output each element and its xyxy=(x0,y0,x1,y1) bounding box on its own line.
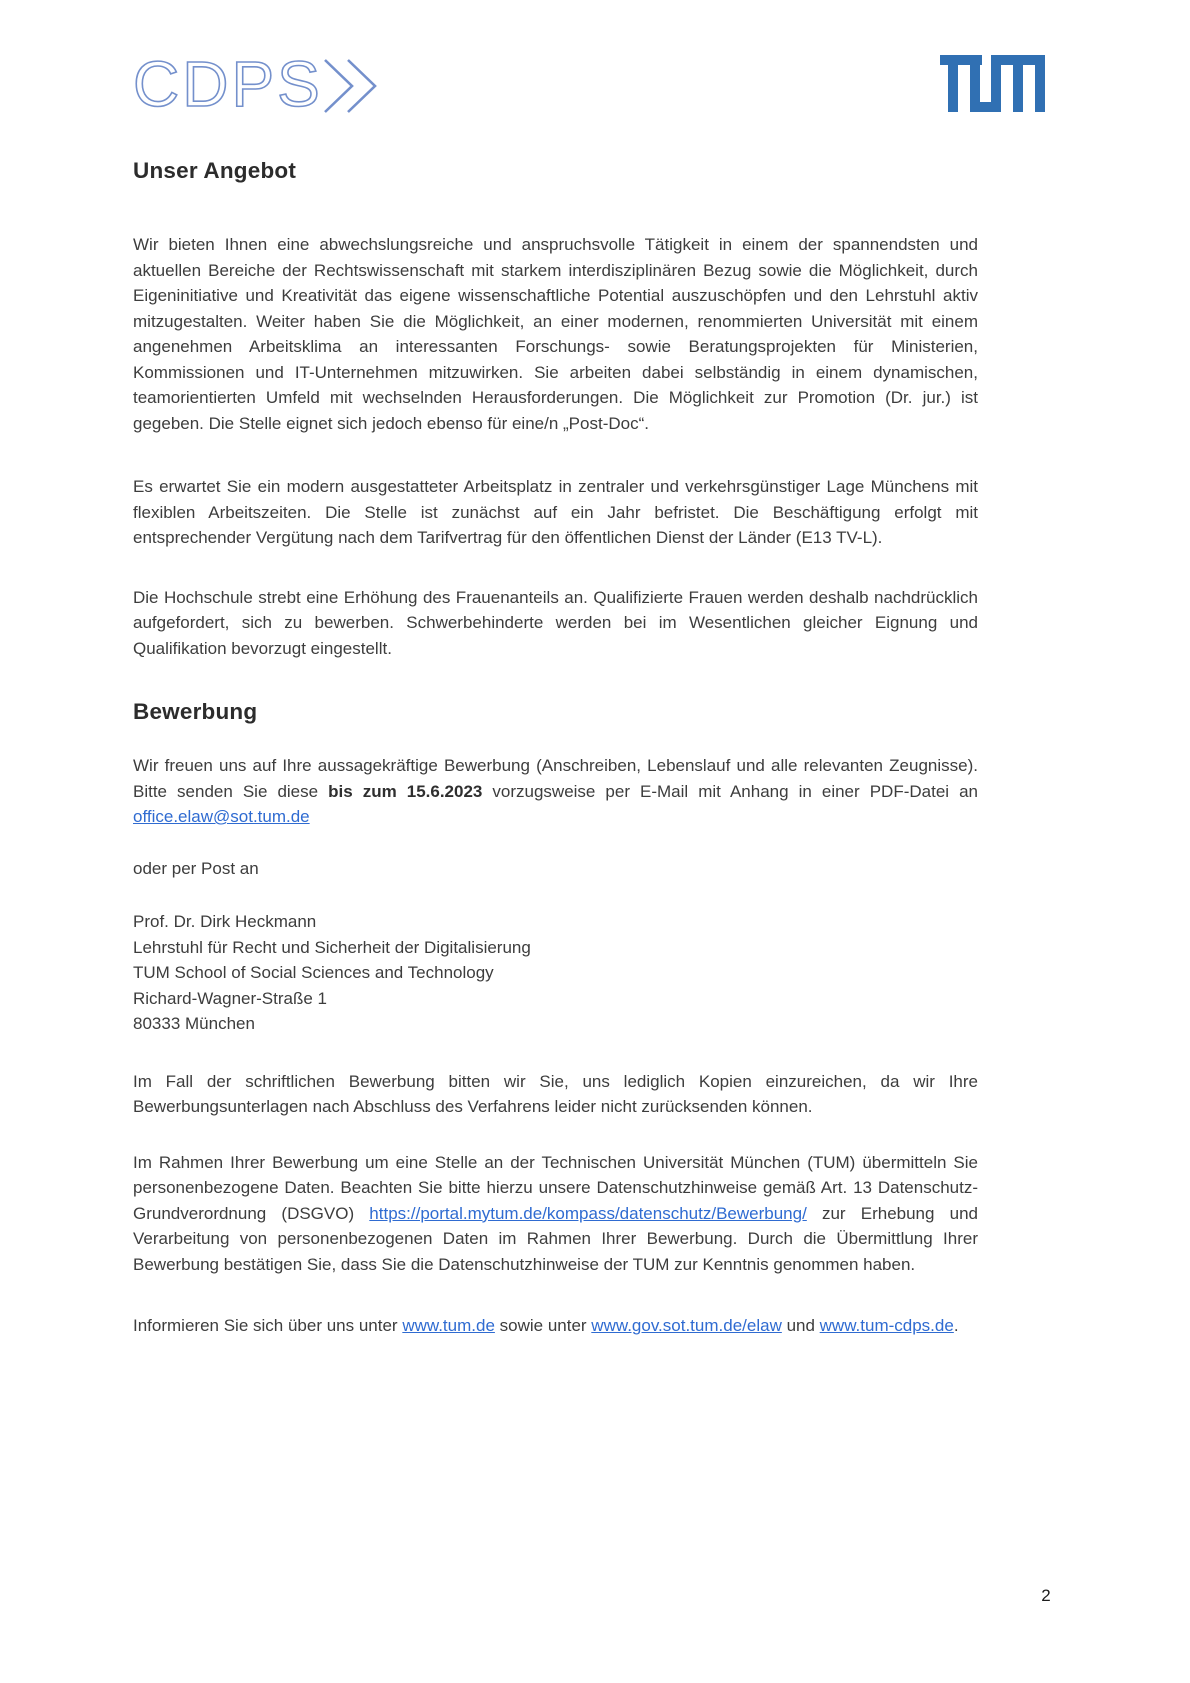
section-heading-application: Bewerbung xyxy=(133,699,258,724)
address-street: Richard-Wagner-Straße 1 xyxy=(133,988,327,1008)
offer-paragraph-1: Wir bieten Ihnen eine abwechslungsreiche und anspruchsvolle Tätigkeit in einem der spannendsten und aktuellen Bereiche der Rechtswissenschaft mit starkem interdisziplinären Bezug sowie die Möglichkeit, durch Eigeninitiative und Kreativität das eigene wissenschaftliche Potential auszuschöpfen und den Lehrstuhl aktiv mitzugestalten. Weiter haben Sie die Möglichkeit, an einer modernen, renommierten Universität mit einem angenehmen Arbeitsklima an interessanten Forschungs- sowie Beratungsprojekten für Ministerien, Kommissionen und IT-Unternehmen mitzuwirken. Sie arbeiten dabei selbständig in einem dynamischen, teamorientierten Umfeld mit wechselnden Herausforderungen. Die Möglichkeit zur Promotion (Dr. jur.) ist gegeben. Die Stelle eignet sich jedoch ebenso für eine/n „Post-Doc“. xyxy=(133,235,978,433)
address-name: Prof. Dr. Dirk Heckmann xyxy=(133,912,317,931)
application-text-mid: vorzugsweise per E-Mail mit Anhang in einer PDF-Datei an xyxy=(482,781,978,801)
address-school: TUM School of Social Sciences and Technology xyxy=(133,963,494,982)
privacy-text-pre: Im Rahmen Ihrer Bewerbung um eine Stelle an der Technischen Universität München (TUM) übermitteln Sie personenbezogene Daten. Beachten Sie bitte hierzu unsere Datenschutzhinweise gemäß Art. 13 Datenschutz-Grundverordnung (DSGVO) xyxy=(133,1152,978,1223)
info-text-end: . xyxy=(953,1316,959,1335)
email-link[interactable]: office.elaw@sot.tum.de xyxy=(133,807,310,826)
privacy-link[interactable]: https://portal.mytum.de/kompass/datenschutz/Bewerbung/ xyxy=(369,1203,807,1223)
page-number: 2 xyxy=(1041,1586,1051,1605)
section-heading-offer: Unser Angebot xyxy=(133,158,297,183)
elaw-website-link[interactable]: www.gov.sot.tum.de/elaw xyxy=(591,1316,782,1335)
address-city: 80333 München xyxy=(133,1014,255,1033)
tum-website-link[interactable]: www.tum.de xyxy=(402,1316,495,1335)
cdps-logo-text: CDPS xyxy=(133,48,323,118)
info-text-pre: Informieren Sie sich über uns unter xyxy=(133,1316,403,1335)
cdps-website-link[interactable]: www.tum-cdps.de xyxy=(819,1316,954,1335)
offer-paragraph-3: Die Hochschule strebt eine Erhöhung des Frauenanteils an. Qualifizierte Frauen werden deshalb nachdrücklich aufgefordert, sich zu bewerben. Schwerbehinderte werden bei im Wesentlichen gleicher Eignung und Qualifikation bevorzugt eingestellt. xyxy=(133,587,978,658)
address-chair: Lehrstuhl für Recht und Sicherheit der Digitalisierung xyxy=(133,937,531,957)
application-paragraph xyxy=(133,753,978,830)
info-text-mid1: sowie unter xyxy=(494,1316,592,1335)
offer-paragraph-2: Es erwartet Sie ein modern ausgestatteter Arbeitsplatz in zentraler und verkehrsgünstiger Lage Münchens mit flexiblen Arbeitszeiten. Die Stelle ist zunächst auf ein Jahr befristet. Die Beschäftigung erfolgt mit entsprechender Vergütung nach dem Tarifvertrag für den öffentlichen Dienst der Länder (E13 TV-L). xyxy=(133,477,978,547)
post-option-line: oder per Post an xyxy=(133,858,259,878)
info-text-mid2: und xyxy=(781,1316,820,1335)
document-body xyxy=(133,0,978,1339)
info-paragraph xyxy=(133,1313,978,1339)
privacy-paragraph xyxy=(133,1150,978,1278)
privacy-text-post: zur Erhebung und Verarbeitung von personenbezogenen Daten im Rahmen Ihrer Bewerbung. Durch die Übermittlung Ihrer Bewerbung bestätigen Sie, dass Sie die Datenschutzhinweise der TUM zur Kenntnis genommen haben. xyxy=(133,1203,978,1274)
copies-paragraph: Im Fall der schriftlichen Bewerbung bitten wir Sie, uns lediglich Kopien einzureichen, da wir Ihre Bewerbungsunterlagen nach Abschluss des Verfahrens leider nicht zurücksenden können. xyxy=(133,1071,978,1116)
application-text-pre: Wir freuen uns auf Ihre aussagekräftige Bewerbung (Anschreiben, Lebenslauf und alle relevanten Zeugnisse). Bitte senden Sie diese xyxy=(133,756,978,801)
application-deadline: bis zum 15.6.2023 xyxy=(328,781,483,801)
postal-address-block xyxy=(133,909,978,1037)
